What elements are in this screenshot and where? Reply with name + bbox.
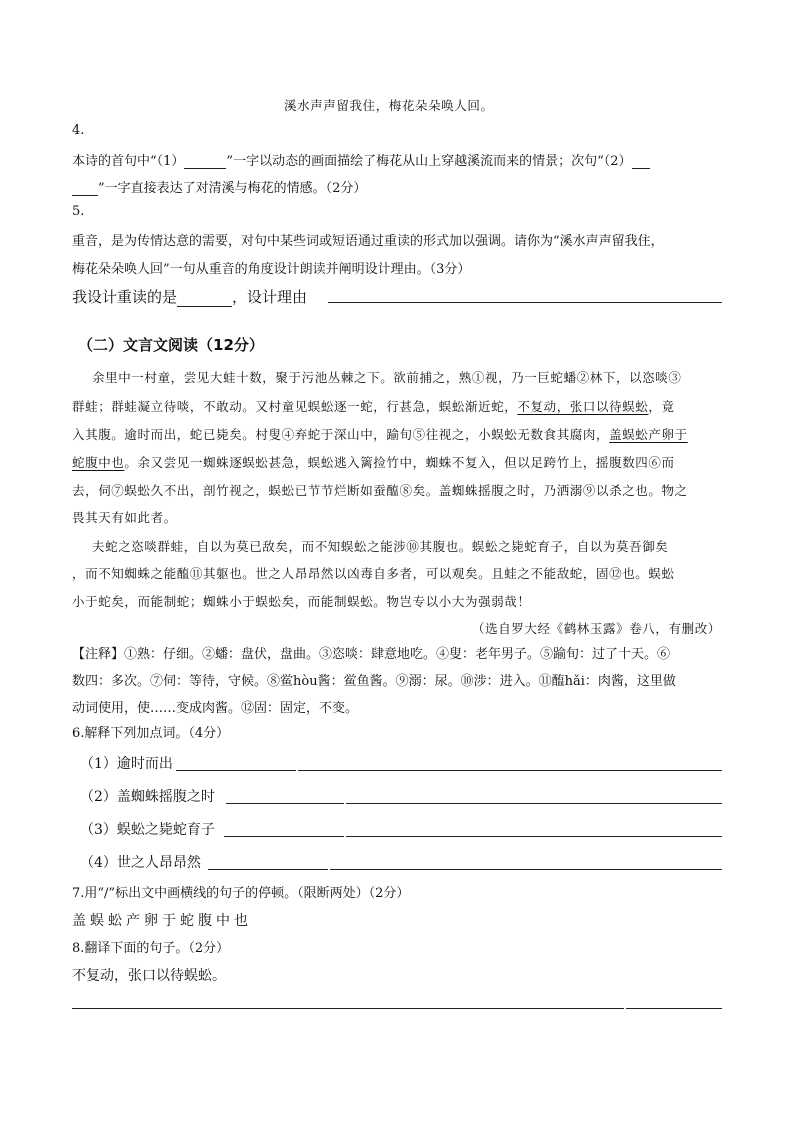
passage-p1-line3 (72, 425, 688, 443)
passage-text: 。余又尝见一蜘蛛逐蜈蚣甚急，蜈蚣逃入篱捡竹中，蜘蛛不复入，但以足跨竹上，摇腹数四⑥而 (124, 455, 675, 470)
q6-item-3-blank[interactable] (224, 836, 344, 837)
q6-item-1-blank[interactable] (176, 770, 296, 771)
q6-item-3-line[interactable] (346, 836, 722, 837)
q4-blank-2b[interactable] (72, 181, 98, 196)
q5-number: 5. (72, 204, 85, 219)
q4-text-b: ”一字以动态的画面描绘了梅花从山上穿越溪流而来的情景；次句“（2） (226, 154, 632, 169)
underlined-sentence-2b: 蛇腹中也 (72, 455, 125, 470)
passage-text: 群蛙；群蛙凝立待啖，不敢动。又村童见蜈蚣逐一蛇，行甚急，蜈蚣渐近蛇， (72, 399, 518, 414)
q4-text-c: ”一字直接表达了对清溪与梅花的情感。（2分） (98, 181, 367, 196)
q4-number: 4. (72, 123, 85, 138)
passage-p2-line2: ，而不知蜘蛛之能醢⑪其躯也。世之人昂昂然以凶毒自多者，可以观矣。且蛙之不能敌蛇，固⑫也。蜈蚣 (72, 566, 675, 581)
q6-item-3: （3）蜈蚣之毙蛇育子 (80, 822, 215, 838)
underlined-sentence-1: 不复动，张口以待蜈蚣 (517, 399, 649, 414)
q6-item-2: （2）盖蜘蛛摇腹之时 (80, 789, 215, 805)
section2-title: （二）文言文阅读（12分） (78, 336, 264, 354)
q7-sentence[interactable]: 盖蜈蚣产卵于蛇腹中也 (72, 913, 252, 929)
passage-p1-line5: 去，伺⑦蜈蚣久不出，剖竹视之，蜈蚣已节节烂断如蚕醢⑧矣。盖蜘蛛摇腹之时，乃洒溺⑨以杀之也。物之 (72, 483, 688, 498)
q5-answer-label-a: 我设计重读的是 (72, 288, 178, 306)
q8-answer-line[interactable] (72, 1008, 624, 1009)
passage-source: （选自罗大经《鹤林玉露》卷八，有删改） (472, 621, 721, 636)
notes-line3: 动词使用，使……变成肉酱。⑫固：固定，不变。 (72, 701, 359, 716)
q8-answer-line-end[interactable] (626, 1008, 722, 1009)
q4-text-a: 本诗的首句中“（1） (72, 154, 185, 169)
q6-item-1-line[interactable] (298, 770, 722, 771)
passage-text: 入其腹。逾时而出，蛇已毙矣。村叟④弃蛇于深山中，踰旬⑤往视之，小蜈蚣无数食其腐肉， (72, 427, 610, 442)
q5-line1: 重音，是为传情达意的需要，对句中某些词或短语通过重读的形式加以强调。请你为“溪水声声留我住， (72, 234, 664, 249)
q6-title: 6.解释下列加点词。（4分） (72, 726, 230, 741)
q6-item-4-line[interactable] (330, 869, 722, 870)
q6-item-4: （4）世之人昂昂然 (80, 855, 201, 871)
q5-answer-line[interactable] (328, 302, 722, 303)
passage-text: ，竟 (648, 399, 675, 414)
q5-answer-label-b: ，设计理由 (232, 288, 308, 306)
q8-title: 8.翻译下面的句子。（2分） (72, 941, 230, 956)
passage-p1-line4 (72, 453, 675, 471)
q6-item-4-blank[interactable] (208, 869, 328, 870)
q4-line2 (72, 177, 366, 196)
q7-title: 7.用“/”标出文中画横线的句子的停顿。（限断两处）（2分） (72, 886, 410, 901)
q5-line2: 梅花朵朵唤人回”一句从重音的角度设计朗读并阐明设计理由。（3分） (72, 262, 471, 277)
underlined-sentence-2a: 盖蜈蚣产卵于 (609, 427, 688, 442)
passage-p1-line6: 畏其天有如此者。 (72, 510, 177, 525)
q5-answer-row (72, 286, 307, 307)
passage-p2-line3: 小于蛇矣，而能制蛇；蜘蛛小于蜈蚣矣，而能制蜈蚣。物岂专以小大为强弱哉！ (72, 594, 531, 609)
passage-p1-line2 (72, 397, 675, 415)
poem-line: 溪水声声留我住，梅花朵朵唤人回。 (284, 98, 494, 113)
q5-answer-blank-1[interactable] (177, 292, 232, 307)
q6-item-2-blank[interactable] (226, 803, 344, 804)
q8-sentence: 不复动，张口以待蜈蚣。 (72, 968, 226, 984)
q6-item-2-line[interactable] (346, 803, 722, 804)
q4-blank-2a[interactable] (632, 154, 650, 169)
notes-line2: 数四：多次。⑦伺：等待，守候。⑧鲎hòu酱：鲎鱼酱。⑨溺：尿。⑩涉：进入。⑪醢hǎi：肉酱，这里做 (72, 674, 676, 689)
q4-line1 (72, 150, 650, 169)
notes-line1: 【注释】①熟：仔细。②蟠：盘伏，盘曲。③恣啖：肆意地吃。④叟：老年男子。⑤踰旬：过了十天。⑥ (72, 647, 671, 662)
passage-p1-line1: 余里中一村童，尝见大蛙十数，聚于污池丛棘之下。欲前捕之，熟①视，乃一巨蛇蟠②林下，以恣啖③ (92, 370, 682, 385)
q4-blank-1[interactable] (184, 154, 226, 169)
q6-item-1: （1）逾时而出 (80, 756, 173, 772)
passage-p2-line1: 夫蛇之恣啖群蛙，自以为莫已敌矣，而不知蜈蚣之能涉⑩其腹也。蜈蚣之毙蛇育子，自以为莫吾御矣 (92, 539, 669, 554)
